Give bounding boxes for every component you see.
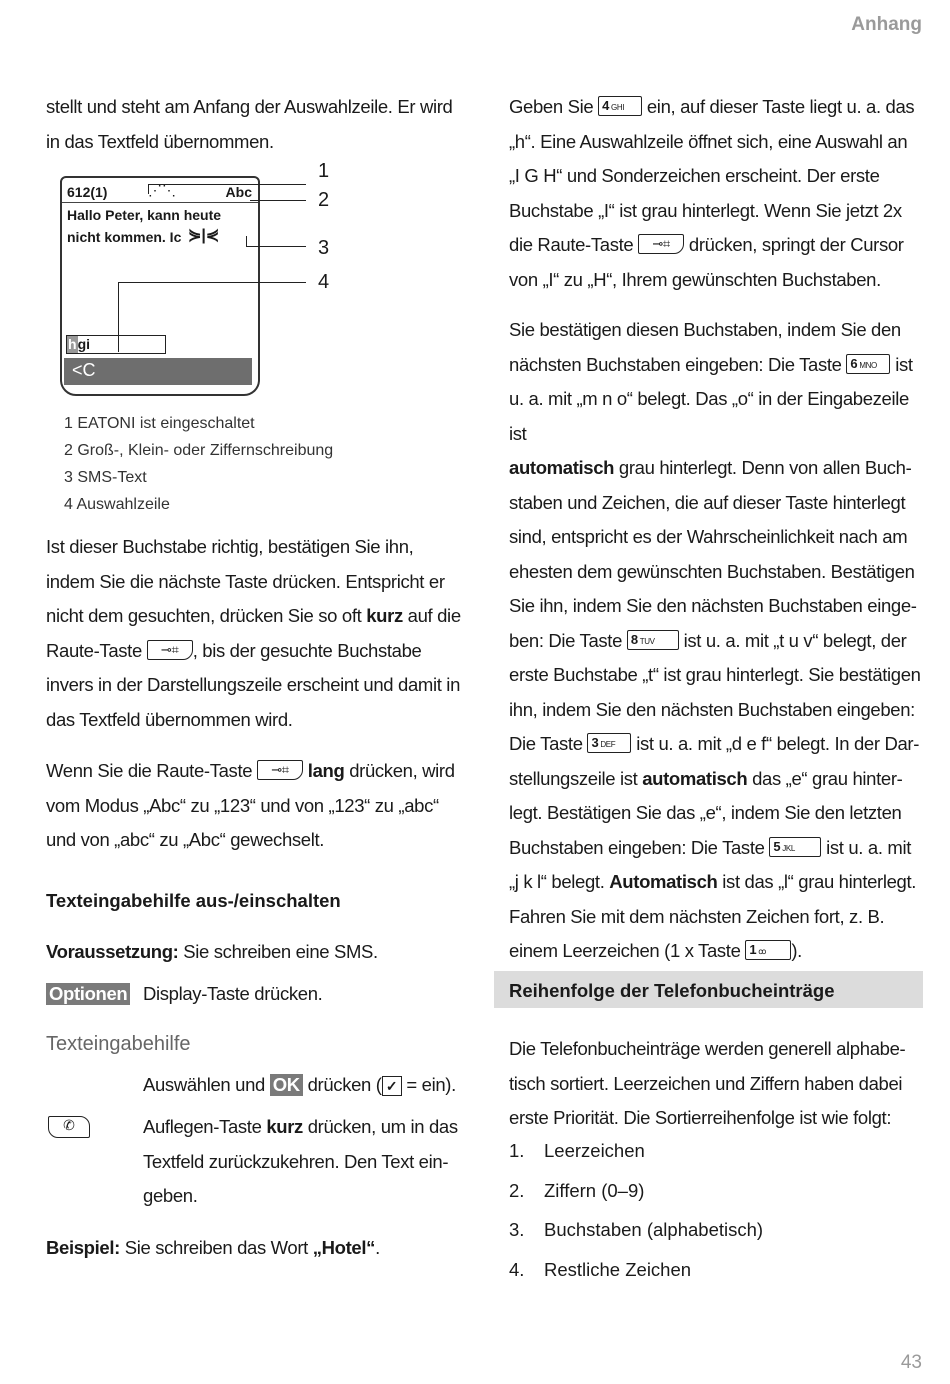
status-counter: 612(1): [67, 184, 108, 200]
legend-item: 4 Auswahlzeile: [64, 496, 170, 513]
case-mode: Abc: [225, 184, 252, 200]
sms-text-line1: Hallo Peter, kann heute: [67, 207, 222, 223]
hash-key-icon: ⊸⌗: [147, 640, 193, 660]
text-line: staben und Zeichen, die auf dieser Taste hinterlegt: [509, 491, 906, 513]
hangup-key-icon: ✆: [48, 1116, 90, 1138]
backspace-key: <C: [72, 360, 96, 380]
key-1-icon: 1 ꝏ: [745, 940, 791, 960]
callout-number: 3: [318, 237, 330, 259]
text-line: u. a. mit „m n o“ belegt. Das „o“ in der Eingabezeile ist: [509, 388, 909, 444]
paragraph-sorting: [509, 1032, 929, 1136]
text-line: Buchstaben eingeben: Die Taste 5 JKL ist u. a. mit: [509, 836, 912, 858]
step-hangup: [143, 1110, 473, 1214]
text-line: und von „abc“ zu „Abc“ gewechselt.: [46, 829, 325, 850]
hash-key-icon: ⊸⌗: [638, 234, 684, 254]
menu-item-texteingabehilfe: Texteingabehilfe: [46, 1033, 191, 1055]
step-optionen: [46, 977, 130, 1012]
sort-order-list: [509, 1140, 763, 1298]
list-item: 3. Buchstaben (alphabetisch): [509, 1219, 764, 1240]
checkbox-icon: ✓: [382, 1076, 402, 1096]
text-line: erste Buchstabe „t“ ist grau hinterlegt. Sie bestätigen: [509, 664, 921, 685]
text-line: legt. Bestätigen Sie das „e“, indem Sie den letzten: [509, 802, 902, 823]
key-8-icon: 8 TUV: [627, 630, 679, 650]
optionen-softkey[interactable]: Optionen: [46, 983, 130, 1005]
text-line: Auflegen-Taste kurz drücken, um in das: [143, 1116, 458, 1137]
text-line: in das Textfeld übernommen.: [46, 130, 274, 152]
text-line: erste Priorität. Die Sortierreihenfolge ist wie folgt:: [509, 1107, 892, 1128]
paragraph-correction: [46, 530, 476, 737]
text-line: tisch sortiert. Leerzeichen und Ziffern haben dabei: [509, 1072, 903, 1094]
list-item: 1. Leerzeichen: [509, 1140, 645, 1161]
list-item: 4. Restliche Zeichen: [509, 1258, 692, 1280]
text-line: Raute-Taste ⊸⌗ , bis der gesuchte Buchstabe: [46, 639, 422, 661]
key-3-icon: 3 DEF: [587, 733, 631, 753]
callout-number: 2: [318, 189, 330, 211]
text-line: „h“. Eine Auswahlzeile öffnet sich, eine Auswahl an: [509, 130, 908, 152]
text-line: vom Modus „Abc“ zu „123“ und von „123“ zu „abc“: [46, 794, 439, 816]
text-line: Sie bestätigen diesen Buchstaben, indem Sie den: [509, 319, 901, 340]
prerequisite: Voraussetzung: Sie schreiben eine SMS.: [46, 941, 378, 962]
text-line: Ist dieser Buchstabe richtig, bestätigen Sie ihn,: [46, 536, 414, 557]
callout-number: 4: [318, 271, 330, 293]
text-line: ehesten dem gewünschten Buchstaben. Bestätigen: [509, 560, 915, 582]
text-line: ihn, indem Sie den nächsten Buchstaben eingeben:: [509, 698, 915, 720]
running-header: Anhang: [851, 14, 922, 35]
text-line: nächsten Buchstaben eingeben: Die Taste 6 MNO ist: [509, 353, 913, 375]
phone-display: [60, 176, 260, 396]
text-line: automatisch grau hinterlegt. Denn von allen Buch-: [509, 457, 912, 478]
paragraph-example-otel: [509, 313, 929, 969]
list-item: 2. Ziffern (0–9): [509, 1179, 645, 1201]
cursor-icon: ⋟|⋞: [188, 227, 220, 244]
text-line: Sie ihn, indem Sie den nächsten Buchstaben einge-: [509, 595, 917, 616]
text-line: Geben Sie 4 GHI ein, auf dieser Taste liegt u. a. das: [509, 96, 915, 117]
key-5-icon: 5 JKL: [769, 837, 821, 857]
text-line: die Raute-Taste ⊸⌗ drücken, springt der Cursor: [509, 234, 904, 255]
text-line: Die Telefonbucheinträge werden generell alphabe-: [509, 1038, 906, 1059]
page-number: 43: [900, 1352, 922, 1373]
key-6-icon: 6 MNO: [846, 354, 890, 374]
ok-softkey[interactable]: OK: [270, 1074, 303, 1096]
softkey-bar: [64, 358, 252, 385]
figure-legend: [64, 410, 333, 518]
section-heading: Reihenfolge der Telefonbucheinträge: [509, 980, 835, 1001]
text-line: einem Leerzeichen (1 x Taste 1 ꝏ ).: [509, 940, 802, 961]
text-line: Wenn Sie die Raute-Taste ⊸⌗ lang drücken, wird: [46, 760, 455, 781]
text-line: Buchstabe „I“ ist grau hinterlegt. Wenn Sie jetzt 2x: [509, 199, 902, 221]
legend-item: 3 SMS-Text: [64, 469, 147, 486]
text-line: Textfeld zurückzukehren. Den Text ein-: [143, 1150, 449, 1172]
text-line: stellungszeile ist automatisch das „e“ grau hinter-: [509, 767, 903, 789]
selection-line: [66, 335, 166, 354]
key-4-icon: 4 GHI: [598, 96, 642, 116]
text-line: das Textfeld übernommen wird.: [46, 708, 293, 730]
text-line: von „I“ zu „H“, Ihrem gewünschten Buchstaben.: [509, 268, 881, 290]
selection-rest: gi: [77, 336, 91, 352]
eatoni-icon: ⋰⋱: [148, 182, 176, 198]
section-heading: Texteingabehilfe aus-/einschalten: [46, 890, 341, 911]
sms-text-line2: nicht kommen. Ic: [67, 229, 182, 245]
paragraph-example-h: [509, 90, 929, 297]
text-line: sind, entspricht es der Wahrscheinlichkeit nach am: [509, 526, 908, 547]
callout-number: 1: [318, 160, 330, 182]
intro-paragraph: [46, 90, 476, 159]
example-line: Beispiel: Sie schreiben das Wort „Hotel“.: [46, 1237, 380, 1258]
text-line: ben: Die Taste 8 TUV ist u. a. mit „t u v“ belegt, der: [509, 629, 907, 651]
legend-item: 2 Groß-, Klein- oder Ziffernschreibung: [64, 442, 334, 459]
selection-highlight: h: [68, 336, 77, 352]
text-line: indem Sie die nächste Taste drücken. Entspricht er: [46, 570, 445, 592]
legend-item: 1 EATONI ist eingeschaltet: [64, 415, 255, 432]
text-line: nicht dem gesuchten, drücken Sie so oft kurz auf die: [46, 605, 461, 626]
paragraph-mode-switch: [46, 754, 476, 858]
step-select: Auswählen und OK drücken ( ✓ = ein).: [143, 1074, 456, 1095]
step-text: Display-Taste drücken.: [143, 983, 323, 1004]
text-line: „j k l“ belegt. Automatisch ist das „l“ grau hinterlegt.: [509, 871, 917, 892]
text-line: stellt und steht am Anfang der Auswahlzeile. Er wird: [46, 96, 453, 117]
text-line: Die Taste 3 DEF ist u. a. mit „d e f“ belegt. In der Dar-: [509, 733, 920, 754]
text-line: „I G H“ und Sonderzeichen erscheint. Der erste: [509, 165, 880, 186]
hash-key-icon: ⊸⌗: [257, 760, 303, 780]
text-line: invers in der Darstellungszeile erscheint und damit in: [46, 674, 461, 695]
text-line: geben.: [143, 1185, 198, 1206]
text-line: Fahren Sie mit dem nächsten Zeichen fort, z. B.: [509, 905, 885, 927]
